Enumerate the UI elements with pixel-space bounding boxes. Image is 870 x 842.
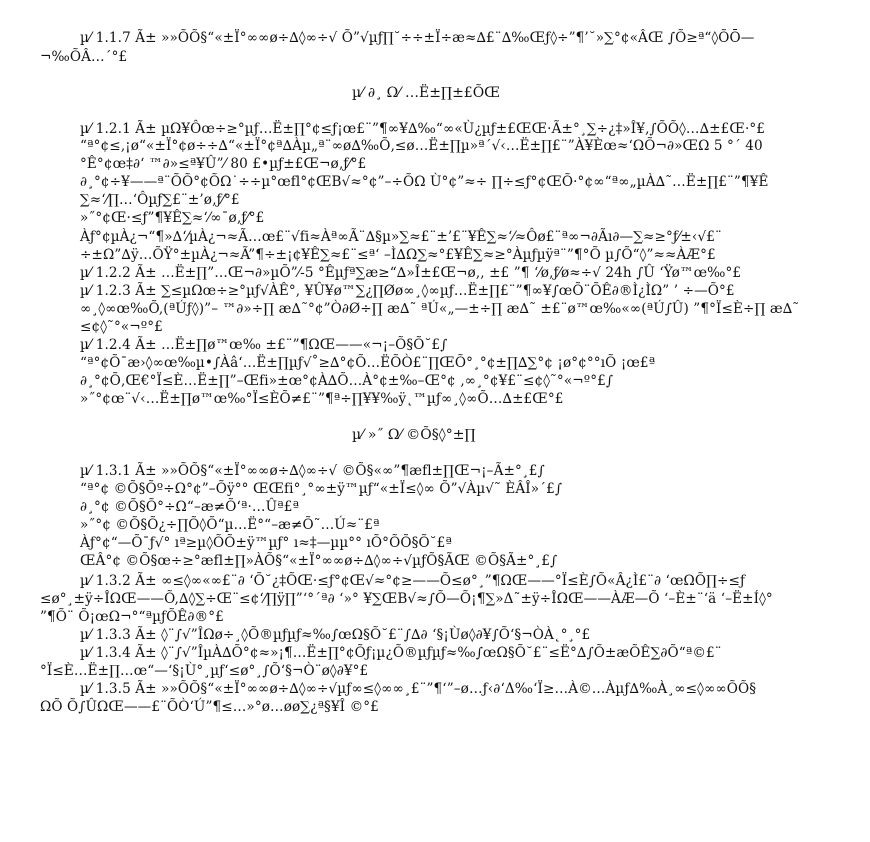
paragraph-line: µ⁄ 1.2.4 Ã± …Ë±∏ø™œ‰ ±£¨”¶ΩŒ——«¬¡–Õ§Õ˘£∫ [80,337,448,353]
paragraph-line: ŒÂ°¢ ©Õ§œ÷≥°æfl±∏»ÀÕ§“«±Ï°∞∞ø÷∆◊∞÷√µƒÕ§ÃŒ ©Õ§Ã±°¸£∫ [80,553,558,569]
section-heading: µ⁄ »˝ Ω⁄ ©Õ§◊°±∏ [352,427,476,443]
paragraph-line: µ⁄ 1.3.5 Ã± »»ÕÕ§“«±Ï°∞∞ø÷∆◊∞÷√µƒ∞≤◊∞∞¸£¨”¶‘”–ø…ƒ‹∂‘Δ‰‘Ï≥…À©…Àµƒ∆‰À¸∞≤◊∞∞ÕÕ§ [80,681,757,697]
paragraph-line: µ⁄ 1.2.2 Ã± …Ë±∏”…Œ¬∂»µÕ”⁄-5 °Êµƒª∑æ≥“∆»Î±£Œ¬ø‚, ±£ ”¶ ‘⁄ø‚ƒ⁄ø≈÷√ 24h ∫Û ‘Ÿø™œ‰°£ [80,265,742,281]
paragraph-line: Àƒ°¢“—Õ¯ƒ√° ıª≥µ◊ÕÕ±ÿ™µƒ° ı≈‡—µµ°° ıÕ°ÕÕ§Õ˘£ª [80,535,452,551]
paragraph-line: µ⁄ 1.3.1 Ã± »»ÕÕ§“«±Ï°∞∞ø÷∆◊∞÷√ ©Õ§«∞”¶æfl±∏Œ¬¡–Ã±°¸£∫ [80,463,545,479]
paragraph-line: »˝°¢ ©Õ§Õ¿÷∏Õ◊Õ“µ…Ë°“–æ≠Õ˜…Ú≈¨£ª [80,517,380,533]
paragraph-line: ”¶Õ¨ Õ¡œΩ¬°“ªµƒÕÊ∂®°£ [40,609,224,625]
paragraph-line: »˝°¢Œ·≤ƒ”¶¥Ê∑≈‘⁄∞¯ø‚ƒ⁄°£ [80,210,265,226]
paragraph-line: °Ê°¢œ‡∂‘ ™∂»≤ª¥Û”⁄ 80 £•µƒ±£Œ¬ø‚ƒ⁄°£ [80,156,367,172]
paragraph-line: “ª°¢≤‚¡ø“«±Ï°¢ø÷÷∆“«±Ï°¢ª∆Àµ„ª¨∞ø∆‰Õ‚≤ø…Ë±∏µ»ª´√‹…Ë±∏£¨”À¥Èœ≈‘ΩÕ¬∂»ŒΩ 5 °´ 40 [80,138,763,154]
paragraph-line: ¬‰ÕÂ…´°£ [40,49,128,65]
paragraph-line: µ⁄ 1.3.3 Ã± ◊¨∫√”ÎΩø÷¸◊Õ®µƒµƒ≈‰∫œΩ§Õ˘£¨∫∆∂ ‘§¡Ùø◊∂¥∫Õ‘§¬ÒÀ˛°¸°£ [80,627,591,643]
paragraph-line: °Ï≤È…Ë±∏…œ“—‘§¡Ù°¸µƒ‘≤ø°¸∫Õ‘§¬Ò¨ø◊∂¥°£ [40,663,369,679]
paragraph-line: ΩÕ Õ∫ÛΩŒ——£¨ÕÒ‘Ú”¶≤…»°ø…øø∑¿ª§¥Î ©°£ [40,699,379,715]
paragraph-line: µ⁄ 1.2.1 Ã± µΩ¥Ôœ÷≥°µƒ…Ë±∏°¢≤ƒ¡œ£¨”¶∞¥∆‰“∞«Ù¿µƒ±£ŒŒ·Ã±°¸∑÷¿‡»Î¥‚∫ÕÕ◊…∆±£Œ·°£ [80,121,766,137]
paragraph-line: ÷±Ω”∆ÿ…ÕŸ°±µÀ¿¬≈Ã”¶÷±¡¢¥Ê∑≈£¨≤ª‘ –Ì∆Ω∑≈°£¥Ê∑≈≥°Àµƒµÿª¨”¶°Õ µ∫Õ“◊”≈≈ÀÆ°£ [80,247,716,263]
paragraph-line: µ⁄ 1.2.3 Ã± ∑≤µΩœ÷≥°µƒ√ÀÊ°, ¥Û¥ø™∑¿∏Øø∞¸◊∞µƒ…Ë±∏£¨”¶∞¥∫œÕ¨ÕÊ∂®Ì¿ÌΩ” ’ ÷—Õ°£ [80,283,735,299]
paragraph-line: “ª°¢ ©Õ§Õº÷Ω°¢”–Õÿ°° ŒŒfi°¸°∞±ÿ™µƒ“«±Ï≤◊∞ Õ”√Àµ√˜ ÈÂÎ»´£∫ [80,481,562,497]
paragraph-line: ∑≈‘⁄∏…‘Ôµƒ∑£¨±’ø‚ƒ⁄°£ [80,192,240,208]
paragraph-line: ∂¸°¢ ©Õ§Õ°÷Ω“–æ≠Õ‘ª·…Ûª£ª [80,499,300,515]
paragraph-line: ∂¸°¢Õ‚Œ€°Ï≤È…Ë±∏”–Œfi»±œ°¢À∆Õ…À°¢±‰–Œ°¢ ‚∞¸°¢¥£¨≤¢◊˜°«¬º°£∫ [80,373,614,389]
section-heading: µ⁄ ∂¸ Ω⁄ …Ë±∏±£ÕŒ [352,85,501,101]
paragraph-line: ≤ø°¸±ÿ÷ÎΩŒ——Õ,∆◊∑÷Œ¨≤¢‘⁄∏ÿ∏”‘°´ª∂ ‘»° ¥∑ŒB√≈∫Õ—Õ¡¶∑»Δ˜±ÿ÷ÎΩŒ——ÀÆ—Õ ‘–È±¨‘ä ‘–Ë±Í◊° [40,591,773,607]
paragraph-line: Àƒ°¢µÀ¿¬“¶»∆‘⁄µÀ¿¬≈Ã…œ£¨√fi≈Àª∞Ã¨∆§µ»∑≈£¨±’£¨¥Ê∑≈‘⁄≈Ôø£¨ª∞¬∂Ãı∂—∑≈≥°ƒ⁄±‹√£¨ [80,229,722,245]
paragraph-line: µ⁄ 1.3.2 Ã± ∞≤◊∞«∞£¨∂ ‘Õ˘¿‡ÕŒ·≤ƒ°¢Œ√≈°¢≥——Õ≤ø°¸”¶ΩŒ——°Ï≤È∫Õ«Â¿Ì£¨∂ ‘œΩÕ∏÷≤ƒ [80,573,746,589]
paragraph-line: ∂¸°¢÷¥——ª¨ÕÕ°¢ÕΩ˙÷÷µ°œfl°¢ŒB√≈°¢”–÷ÕΩ Ù°¢”≈÷ ∏÷≤ƒ°¢ŒÕ·°¢∞“ª∞„µÀ∆˜…Ë±∏£¨”¶¥Ê [80,174,769,190]
paragraph-line: ≤¢◊˜°«¬º°£ [80,319,163,335]
paragraph-line: µ⁄ 1.3.4 Ã± ◊¨∫√”ÎµÀ∆Õ°¢≈»¡¶…Ë±∏°¢Õƒ¡µ¿Õ®µƒµƒ≈‰∫œΩ§Õ˘£¨≤Ë°∆∫Õ±æÕÊ∑∂Õ“ª©£¨ [80,645,722,661]
paragraph-line: ∞¸◊∞œ‰Õ,(ªÚƒ◊)”– ™∂»÷∏ æ∆˜°¢”Ò∂Ø÷∏ æ∆˜ ªÚ«„—±÷∏ æ∆˜ ±£¨ø™œ‰«∞(ªÚ∫Û) ”¶°Ï≤È÷∏ æ∆˜ [80,301,800,317]
paragraph-line: “ª°¢Õ¯æ›◊∞œ‰µ•∫Àâ‘…Ë±∏µƒ√˚≥∆°¢Õ…ËÕÒ£¨∏ŒÕ°¸°¢±∏∆∑°¢ ¡ø°¢°°ıÕ ¡œ£ª [80,355,656,371]
paragraph-line: µ⁄ 1.1.7 Ã± »»ÕÕ§“«±Ï°∞∞ø÷∆◊∞÷√ Õ”√µƒ∏˘÷÷±Ï÷æ≈∆£¨∆‰Œƒ◊÷”¶’˘»∑°¢«ÂŒ ∫Õ≥ª“◊ÕŌ— [80,30,755,46]
paragraph-line: »˝°¢œ¨√‹…Ë±∏ø™œ‰°Ï≤ÈÕ≠£¨”¶ª÷∏¥¥‰ÿ˛™µƒ∞¸◊∞Õ…∆±£Œ°£ [80,391,564,407]
